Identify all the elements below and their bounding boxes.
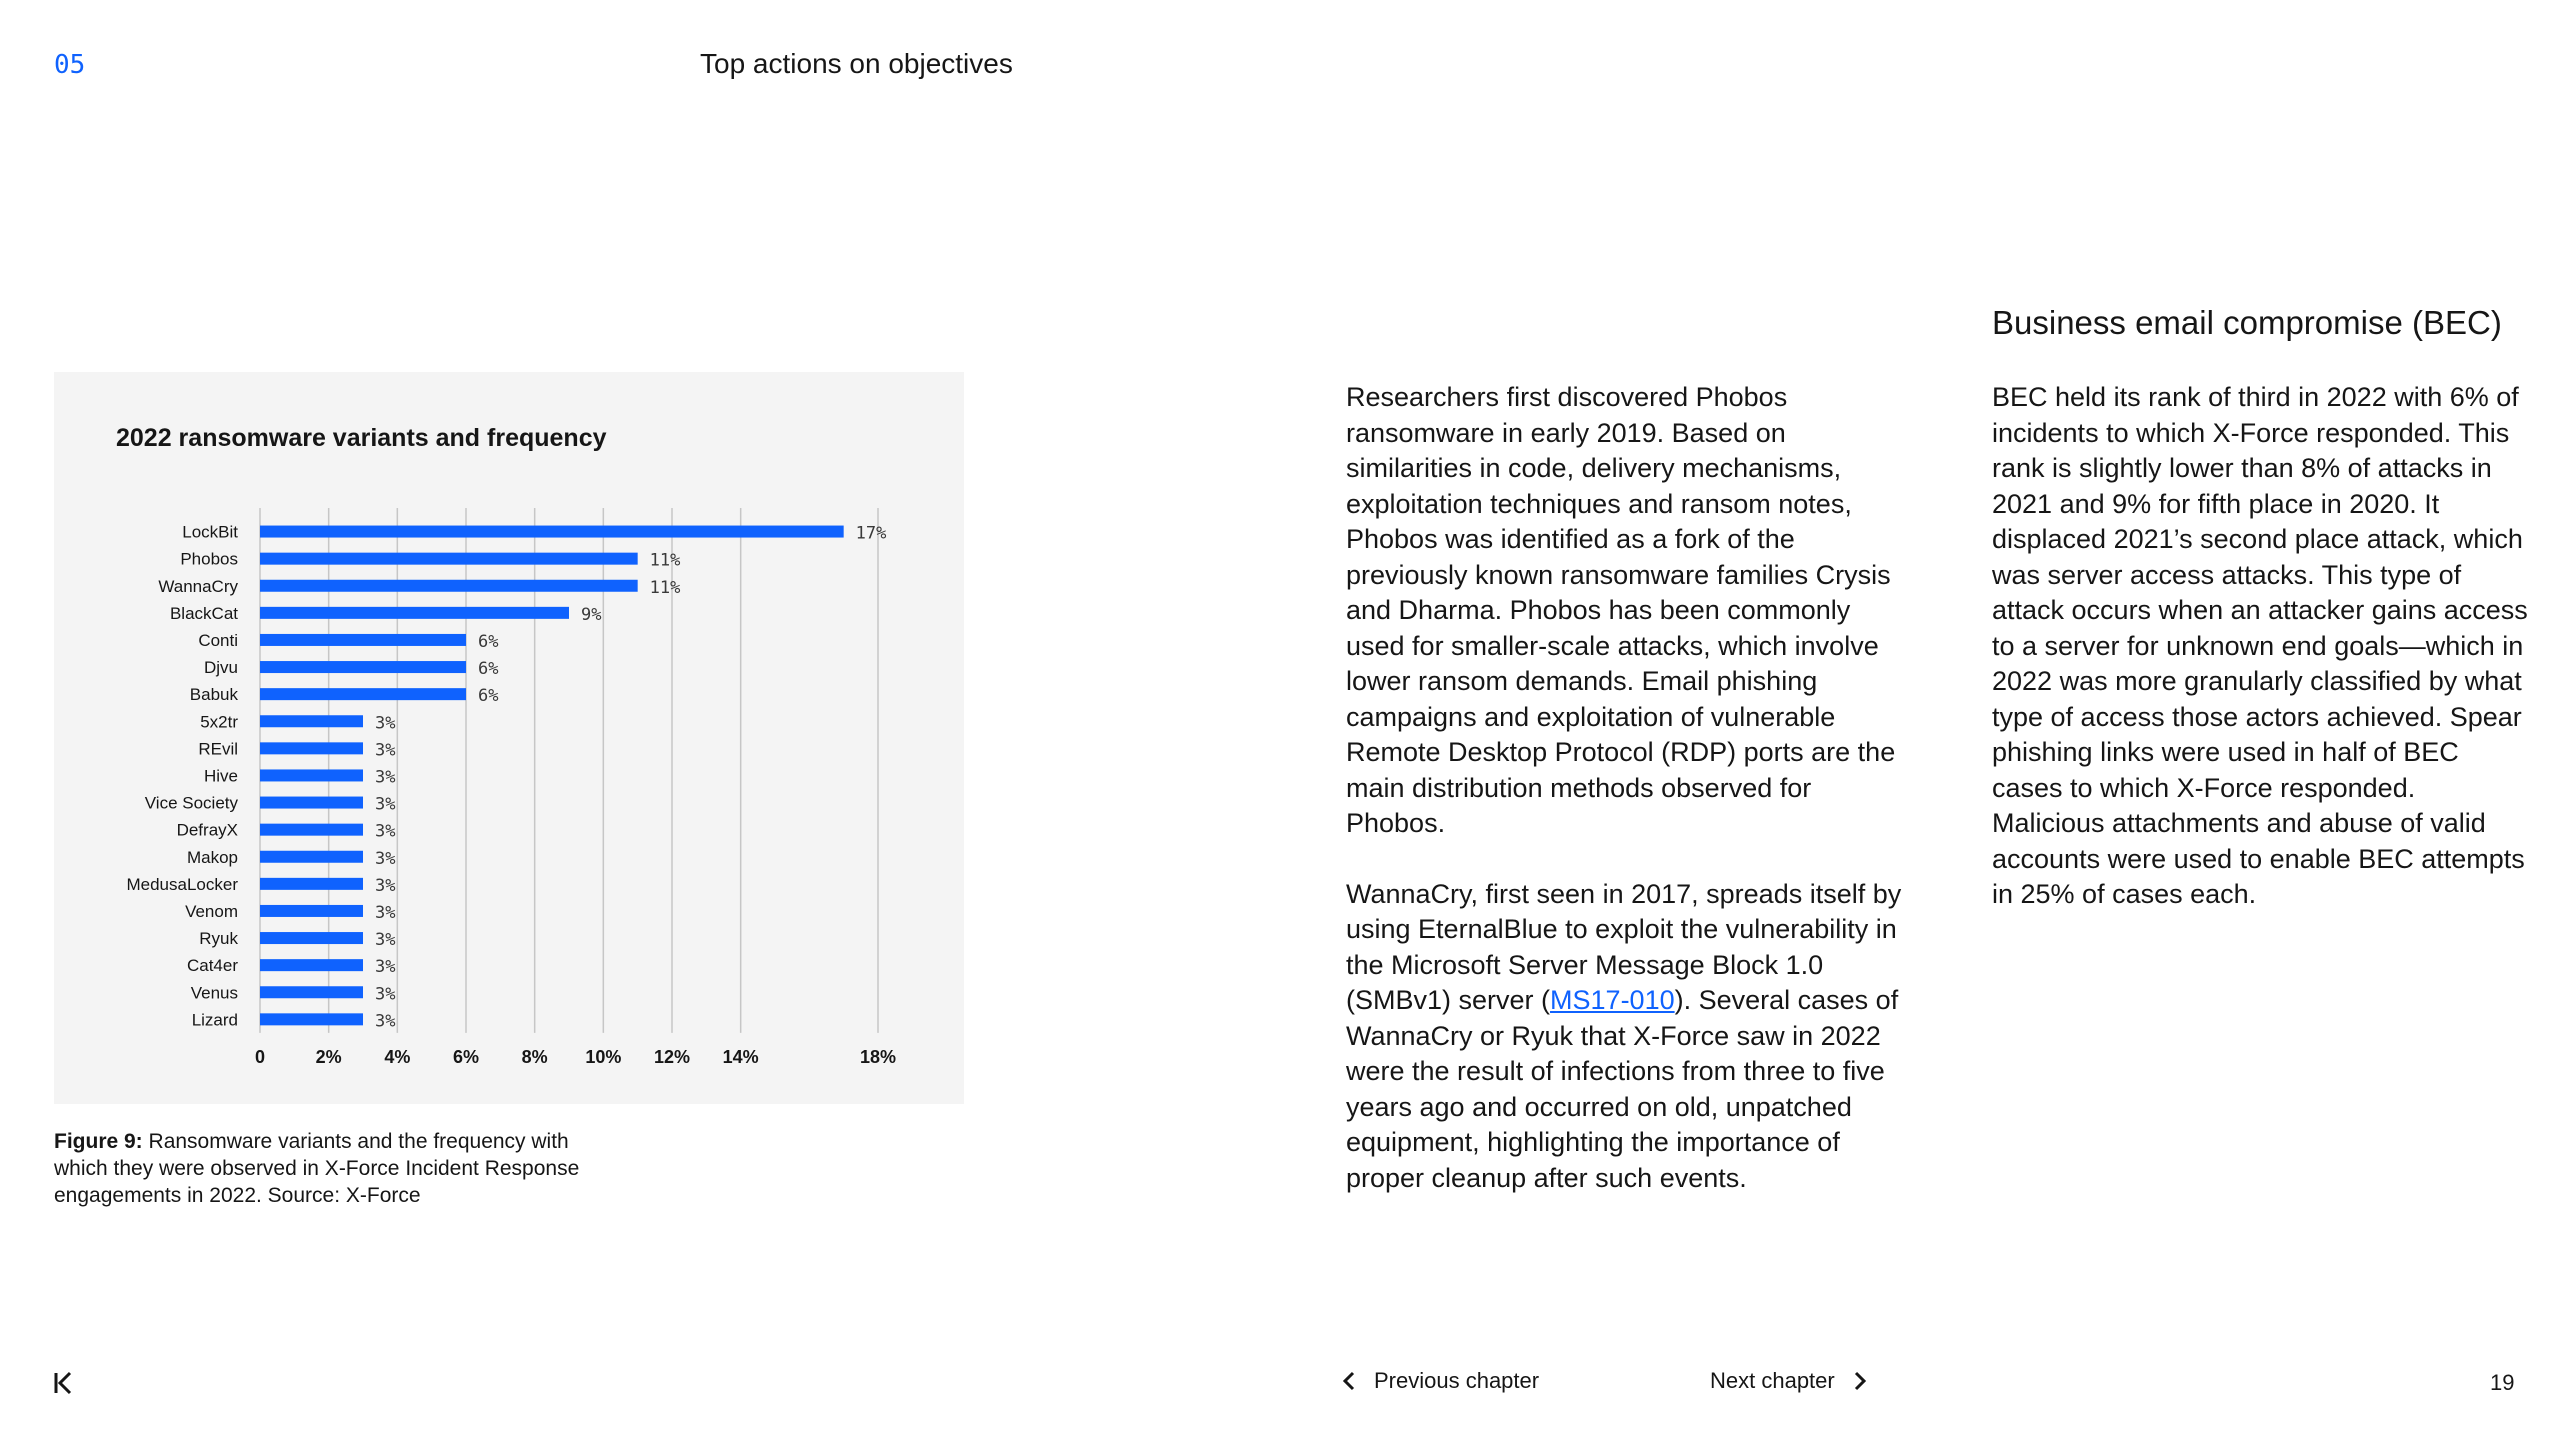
value-label: 9% [581, 604, 602, 625]
category-label: REvil [198, 739, 238, 759]
value-label: 3% [375, 902, 396, 923]
category-label: DefrayX [176, 820, 238, 840]
value-label: 17% [855, 523, 887, 544]
bec-heading: Business email compromise (BEC) [1992, 304, 2502, 341]
middle-column [1346, 380, 1906, 1231]
chevron-right-icon [1853, 1370, 1867, 1392]
value-label: 11% [649, 550, 681, 571]
category-label: Djvu [203, 658, 238, 678]
chapter-title: Top actions on objectives [700, 48, 1013, 79]
category-label: Cat4er [186, 956, 238, 976]
value-label: 3% [375, 875, 396, 896]
bar [260, 1013, 363, 1025]
phobos-paragraph: Researchers first discovered Phobos ransomware in early 2019. Based on similarities in code, delivery mechanisms, exploitation techniques and ransom notes, Phobos was identified as a fork of the previously known ransomware families Crysis and Dharma. Phobos has been commonly used for smaller-scale attacks, which involve lower ransom demands. Email phishing campaigns and exploitation of vulnerable Remote Desktop Protocol (RDP) ports are the main distribution methods observed for Phobos. [1346, 382, 1896, 838]
value-label: 6% [478, 631, 499, 652]
wannacry-text-before: WannaCry, first seen in 2017, spreads itself by using EternalBlue to exploit the vulnerability in the Microsoft Server Message Block 1.0 (SMBv1) server ( [1346, 878, 1902, 1015]
category-label: Venom [185, 901, 238, 921]
chart-card [54, 372, 964, 1104]
category-label: 5x2tr [200, 712, 238, 732]
bar [260, 959, 363, 971]
x-tick-label: 8% [521, 1046, 548, 1067]
next-chapter-label: Next chapter [1710, 1368, 1835, 1393]
value-label: 3% [375, 1011, 396, 1032]
value-label: 3% [375, 984, 396, 1005]
next-chapter-button[interactable] [1710, 1368, 1867, 1394]
bar [260, 797, 363, 809]
caption-text: Ransomware variants and the frequency with which they were observed in X-Force Incident Response engagements in 2022. Source: X-Force [54, 1130, 580, 1207]
category-label: WannaCry [158, 576, 238, 596]
bar [260, 769, 363, 781]
right-column [1992, 380, 2532, 948]
bar [260, 607, 569, 619]
x-tick-label: 6% [452, 1046, 480, 1067]
category-label: Vice Society [144, 793, 238, 813]
bar [260, 688, 466, 700]
bar [260, 580, 638, 592]
first-page-icon-graphic [52, 1370, 76, 1396]
category-label: Hive [203, 766, 238, 786]
value-label: 3% [375, 767, 396, 788]
previous-chapter-label: Previous chapter [1374, 1368, 1540, 1393]
x-tick-label: 0 [254, 1046, 266, 1067]
category-label: Ryuk [199, 929, 238, 949]
value-label: 3% [375, 957, 396, 978]
x-tick-label: 4% [384, 1046, 411, 1067]
bec-paragraph: BEC held its rank of third in 2022 with 6% of incidents to which X-Force responded. This rank is slightly lower than 8% of attacks in 2021 and 9% for fifth place in 2020. It displaced 2021’s second place attack, which was server access attacks. This type of attack occurs when an attacker gains access to a server for unknown end goals—which in 2022 was more granularly classified by what type of access those actors achieved. Spear phishing links were used in half of BEC cases to which X-Force responded. Malicious attachments and abuse of valid accounts were used to enable BEC attempts in 25% of cases each. [1992, 382, 2528, 909]
bar [260, 851, 363, 863]
first-page-icon[interactable] [52, 1370, 76, 1396]
value-label: 6% [478, 659, 499, 680]
category-label: Lizard [191, 1010, 238, 1030]
wannacry-paragraph [1346, 877, 1906, 1197]
x-tick-label: 10% [585, 1046, 622, 1067]
value-label: 3% [375, 740, 396, 761]
category-label: BlackCat [169, 603, 238, 623]
category-label: Babuk [189, 685, 238, 705]
bar [260, 932, 363, 944]
category-label: Venus [190, 983, 238, 1003]
bar [260, 824, 363, 836]
caption-label: Figure 9: [54, 1130, 143, 1153]
value-label: 3% [375, 821, 396, 842]
value-label: 3% [375, 930, 396, 951]
category-label: Conti [198, 630, 238, 650]
chapter-number: 05 [54, 50, 86, 80]
chevron-left-icon [1342, 1370, 1356, 1392]
bar [260, 553, 638, 565]
x-tick-label: 14% [722, 1046, 759, 1067]
bar [260, 526, 844, 538]
bar [260, 905, 363, 917]
figure-caption [54, 1128, 614, 1209]
bar [260, 634, 466, 646]
bar [260, 742, 363, 754]
x-tick-label: 18% [859, 1046, 897, 1067]
category-label: LockBit [182, 522, 238, 542]
category-label: MedusaLocker [126, 874, 238, 894]
bar [260, 715, 363, 727]
value-label: 6% [478, 686, 499, 707]
value-label: 3% [375, 848, 396, 869]
previous-chapter-button[interactable] [1342, 1368, 1539, 1394]
ms17-010-link[interactable]: MS17-010 [1550, 985, 1675, 1015]
bar [260, 986, 363, 998]
category-label: Makop [186, 847, 238, 867]
bar-chart [54, 372, 964, 1104]
page-number: 19 [2490, 1370, 2515, 1395]
bar [260, 878, 363, 890]
x-tick-label: 2% [315, 1046, 342, 1067]
chart-title: 2022 ransomware variants and frequency [116, 424, 607, 452]
x-tick-label: 12% [653, 1046, 691, 1067]
value-label: 3% [375, 713, 396, 734]
wannacry-text-after: ). Several cases of WannaCry or Ryuk that X-Force saw in 2022 were the result of infections from three to five years ago and occurred on old, unpatched equipment, highlighting the importance of proper cleanup after such events. [1346, 985, 1899, 1193]
value-label: 11% [649, 577, 681, 598]
bar [260, 661, 466, 673]
value-label: 3% [375, 794, 396, 815]
category-label: Phobos [180, 549, 238, 569]
